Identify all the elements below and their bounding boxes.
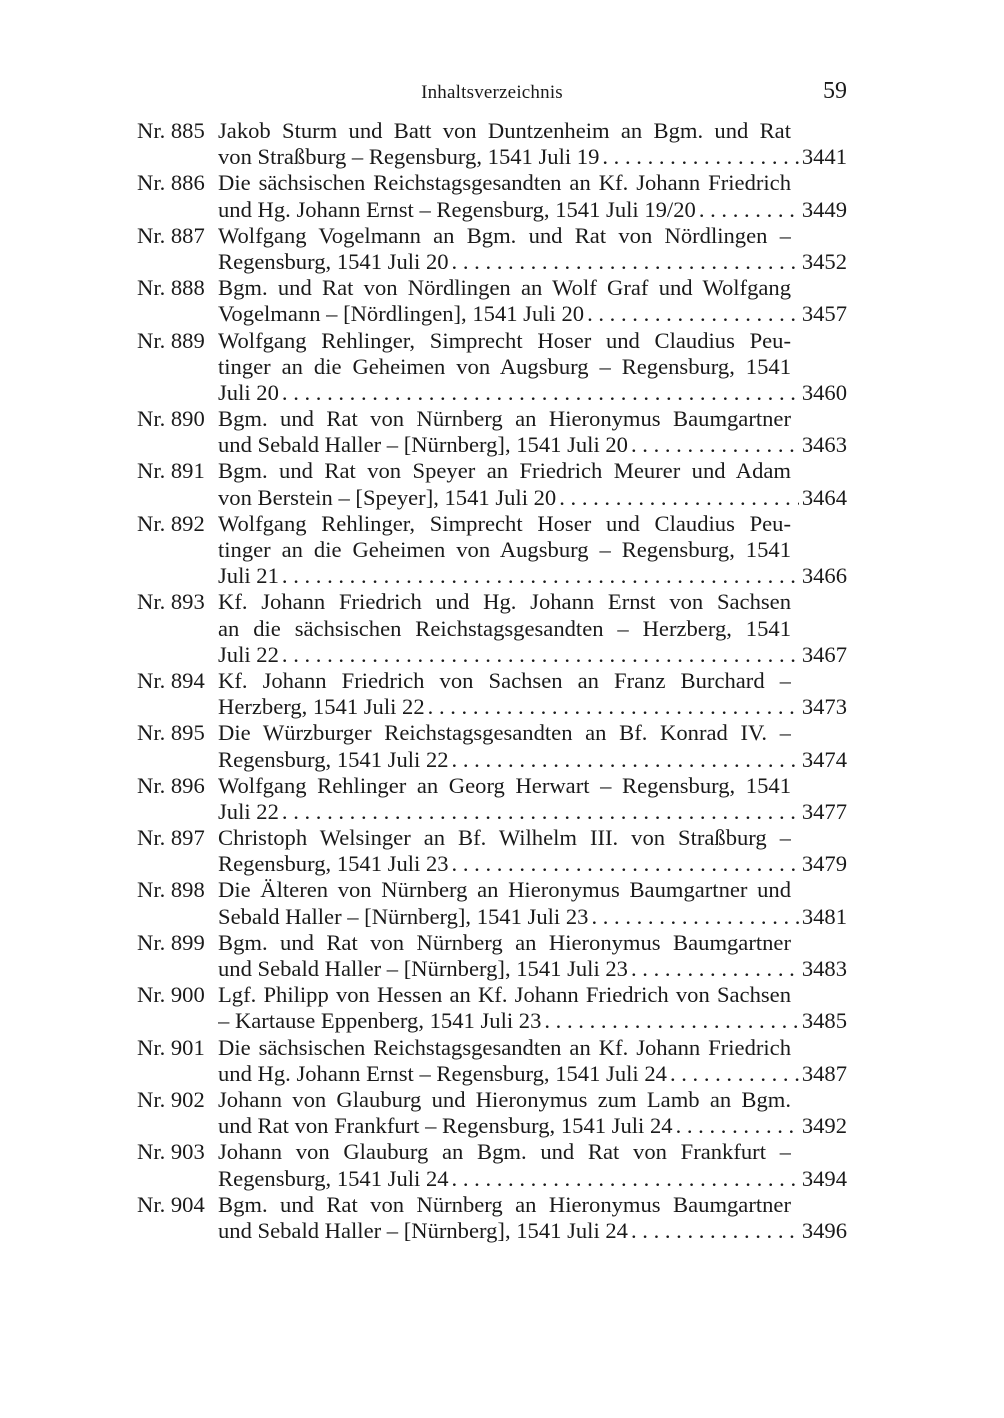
entry-title	[218, 668, 847, 720]
entry-last-line	[218, 380, 847, 406]
entry-title	[218, 773, 847, 825]
entry-title	[218, 406, 847, 458]
entry-last-line	[218, 1166, 847, 1192]
dot-leader	[556, 485, 799, 511]
entry-title-line: Juli 21	[218, 563, 279, 589]
dot-leader	[449, 249, 799, 275]
entry-title-line: und Rat von Frankfurt – Regensburg, 1541 Juli 24	[218, 1113, 673, 1139]
entry-number: Nr. 890	[137, 406, 205, 432]
entry-title	[218, 720, 847, 772]
entry-number: Nr. 900	[137, 982, 205, 1008]
entry-title-line: Regensburg, 1541 Juli 24	[218, 1165, 449, 1191]
entry-title	[218, 825, 847, 877]
entry-number: Nr. 887	[137, 222, 205, 248]
entry-title-line: Herzberg, 1541 Juli 22	[218, 694, 425, 720]
dot-leader	[628, 432, 799, 458]
entry-title-line: Juli 22	[218, 641, 279, 667]
entry-title	[218, 275, 847, 327]
dot-leader	[628, 956, 799, 982]
entry-number: Nr. 897	[137, 825, 205, 851]
entry-title-line: Wolfgang Vogelmann an Bgm. und Rat von Nördlingen –	[218, 222, 791, 248]
entry-page-number: 3477	[801, 798, 847, 824]
toc-entry	[137, 668, 847, 720]
entry-title-line: Kf. Johann Friedrich und Hg. Johann Ernst von Sachsen	[218, 589, 791, 615]
entry-page-number: 3464	[801, 484, 847, 510]
entry-page-number: 3466	[801, 563, 847, 589]
entry-page-number: 3494	[801, 1165, 847, 1191]
toc-entry	[137, 1087, 847, 1139]
entry-last-line	[218, 747, 847, 773]
entry-title	[218, 118, 847, 170]
entry-title	[218, 328, 847, 407]
entry-title-line: Christoph Welsinger an Bf. Wilhelm III. von Straßburg –	[218, 825, 791, 851]
entry-number: Nr. 896	[137, 772, 205, 798]
entry-title-line: Bgm. und Rat von Nürnberg an Hieronymus Baumgartner	[218, 1191, 791, 1217]
entry-title-line: Wolfgang Rehlinger an Georg Herwart – Regensburg, 1541	[218, 772, 791, 798]
dot-leader	[279, 799, 799, 825]
dot-leader	[449, 851, 799, 877]
entry-title	[218, 511, 847, 590]
toc-entry	[137, 118, 847, 170]
entry-title-line: und Hg. Johann Ernst – Regensburg, 1541 Juli 19/20	[218, 196, 696, 222]
entry-last-line	[218, 485, 847, 511]
dot-leader	[628, 1218, 799, 1244]
entry-title-line: von Straßburg – Regensburg, 1541 Juli 19	[218, 144, 600, 170]
toc-entry	[137, 458, 847, 510]
entry-page-number: 3481	[801, 903, 847, 929]
entry-last-line	[218, 249, 847, 275]
entry-page-number: 3473	[801, 694, 847, 720]
entry-title-line: Bgm. und Rat von Speyer an Friedrich Meurer und Adam	[218, 458, 791, 484]
entry-title	[218, 930, 847, 982]
entry-last-line	[218, 694, 847, 720]
entry-page-number: 3479	[801, 851, 847, 877]
entry-title-line: Sebald Haller – [Nürnberg], 1541 Juli 23	[218, 903, 589, 929]
dot-leader	[588, 904, 799, 930]
toc-entry	[137, 930, 847, 982]
entry-title-line: Johann von Glauburg an Bgm. und Rat von Frankfurt –	[218, 1139, 791, 1165]
entry-title-line: Die sächsischen Reichstagsgesandten an Kf. Johann Friedrich	[218, 1034, 791, 1060]
entry-title	[218, 982, 847, 1034]
entry-page-number: 3452	[801, 248, 847, 274]
entry-title-line: Regensburg, 1541 Juli 23	[218, 851, 449, 877]
entry-title-line: Jakob Sturm und Batt von Duntzenheim an Bgm. und Rat	[218, 118, 791, 143]
entry-last-line	[218, 1113, 847, 1139]
entry-title-line: Bgm. und Rat von Nördlingen an Wolf Graf und Wolfgang	[218, 275, 791, 301]
entry-number: Nr. 888	[137, 275, 205, 301]
toc-entry	[137, 1192, 847, 1244]
entry-title-line: tinger an die Geheimen von Augsburg – Regensburg, 1541	[218, 537, 791, 562]
entry-number: Nr. 886	[137, 170, 205, 196]
entry-number: Nr. 904	[137, 1191, 205, 1217]
entry-page-number: 3441	[801, 144, 847, 170]
entry-title	[218, 1192, 847, 1244]
table-of-contents	[137, 118, 847, 1244]
dot-leader	[279, 380, 799, 406]
dot-leader	[425, 694, 799, 720]
toc-entry	[137, 170, 847, 222]
entry-last-line	[218, 851, 847, 877]
entry-title	[218, 1139, 847, 1191]
entry-last-line	[218, 642, 847, 668]
entry-title-line: Wolfgang Rehlinger, Simprecht Hoser und Claudius Peu-	[218, 327, 791, 353]
entry-title-line: Bgm. und Rat von Nürnberg an Hieronymus Baumgartner	[218, 406, 791, 432]
entry-title-line: und Hg. Johann Ernst – Regensburg, 1541 Juli 24	[218, 1060, 667, 1086]
entry-number: Nr. 891	[137, 458, 205, 484]
entry-title	[218, 223, 847, 275]
toc-entry	[137, 720, 847, 772]
toc-entry	[137, 223, 847, 275]
dot-leader	[673, 1113, 799, 1139]
entry-title-line: Juli 22	[218, 798, 279, 824]
entry-last-line	[218, 197, 847, 223]
entry-page-number: 3496	[801, 1217, 847, 1243]
entry-page-number: 3483	[801, 956, 847, 981]
entry-title-line: und Sebald Haller – [Nürnberg], 1541 Juli 20	[218, 432, 628, 458]
toc-entry	[137, 1035, 847, 1087]
toc-entry	[137, 982, 847, 1034]
entry-title	[218, 458, 847, 510]
entry-last-line	[218, 1008, 847, 1034]
entry-number: Nr. 889	[137, 327, 205, 353]
entry-title-line: Wolfgang Rehlinger, Simprecht Hoser und Claudius Peu-	[218, 510, 791, 536]
entry-title-line: Juli 20	[218, 379, 279, 405]
running-title: Inhaltsverzeichnis	[421, 82, 563, 103]
entry-title-line: Kf. Johann Friedrich von Sachsen an Franz Burchard –	[218, 667, 791, 693]
dot-leader	[696, 197, 799, 223]
entry-page-number: 3485	[801, 1008, 847, 1034]
entry-last-line	[218, 1061, 847, 1087]
dot-leader	[449, 747, 799, 773]
toc-entry	[137, 1139, 847, 1191]
entry-title-line: und Sebald Haller – [Nürnberg], 1541 Juli 24	[218, 1217, 628, 1243]
entry-last-line	[218, 432, 847, 458]
entry-number: Nr. 899	[137, 929, 205, 955]
entry-title-line: und Sebald Haller – [Nürnberg], 1541 Juli 23	[218, 956, 628, 981]
entry-title-line: Johann von Glauburg und Hieronymus zum Lamb an Bgm.	[218, 1086, 791, 1112]
entry-title-line: Bgm. und Rat von Nürnberg an Hieronymus Baumgartner	[218, 929, 791, 955]
entry-page-number: 3457	[801, 301, 847, 327]
toc-entry	[137, 825, 847, 877]
entry-title	[218, 877, 847, 929]
entry-page-number: 3467	[801, 641, 847, 667]
entry-number: Nr. 898	[137, 877, 205, 903]
dot-leader	[279, 563, 799, 589]
entry-page-number: 3460	[801, 379, 847, 405]
entry-number: Nr. 895	[137, 720, 205, 746]
entry-number: Nr. 903	[137, 1139, 205, 1165]
entry-number: Nr. 893	[137, 589, 205, 615]
entry-title	[218, 170, 847, 222]
entry-title-line: Vogelmann – [Nördlingen], 1541 Juli 20	[218, 301, 585, 327]
entry-number: Nr. 892	[137, 510, 205, 536]
entry-title-line: an die sächsischen Reichstagsgesandten – Herzberg, 1541	[218, 615, 791, 641]
toc-entry	[137, 511, 847, 590]
dot-leader	[279, 642, 799, 668]
entry-last-line	[218, 904, 847, 930]
entry-title-line: tinger an die Geheimen von Augsburg – Regensburg, 1541	[218, 353, 791, 379]
dot-leader	[667, 1061, 799, 1087]
entry-number: Nr. 894	[137, 667, 205, 693]
entry-title-line: von Berstein – [Speyer], 1541 Juli 20	[218, 484, 557, 510]
entry-last-line	[218, 956, 847, 982]
entry-last-line	[218, 799, 847, 825]
entry-number: Nr. 902	[137, 1086, 205, 1112]
entry-page-number: 3492	[801, 1113, 847, 1139]
entry-page-number: 3463	[801, 432, 847, 458]
dot-leader	[541, 1008, 799, 1034]
page-header	[137, 78, 847, 108]
entry-last-line	[218, 1218, 847, 1244]
entry-title-line: Regensburg, 1541 Juli 20	[218, 248, 449, 274]
entry-last-line	[218, 144, 847, 170]
entry-title	[218, 1087, 847, 1139]
toc-entry	[137, 877, 847, 929]
entry-title-line: – Kartause Eppenberg, 1541 Juli 23	[218, 1008, 542, 1034]
toc-entry	[137, 275, 847, 327]
entry-title-line: Lgf. Philipp von Hessen an Kf. Johann Friedrich von Sachsen	[218, 982, 791, 1008]
toc-entry	[137, 328, 847, 407]
dot-leader	[584, 301, 799, 327]
entry-last-line	[218, 301, 847, 327]
entry-page-number: 3487	[801, 1060, 847, 1086]
toc-entry	[137, 589, 847, 668]
toc-entry	[137, 406, 847, 458]
entry-title	[218, 589, 847, 668]
entry-number: Nr. 885	[137, 118, 205, 143]
entry-title	[218, 1035, 847, 1087]
entry-number: Nr. 901	[137, 1034, 205, 1060]
dot-leader	[449, 1166, 799, 1192]
entry-title-line: Die sächsischen Reichstagsgesandten an Kf. Johann Friedrich	[218, 170, 791, 196]
toc-entry	[137, 773, 847, 825]
page-number: 59	[823, 78, 847, 104]
entry-page-number: 3449	[801, 196, 847, 222]
entry-last-line	[218, 563, 847, 589]
dot-leader	[599, 144, 799, 170]
entry-page-number: 3474	[801, 746, 847, 772]
entry-title-line: Regensburg, 1541 Juli 22	[218, 746, 449, 772]
entry-title-line: Die Würzburger Reichstagsgesandten an Bf. Konrad IV. –	[218, 720, 791, 746]
entry-title-line: Die Älteren von Nürnberg an Hieronymus Baumgartner und	[218, 877, 791, 903]
